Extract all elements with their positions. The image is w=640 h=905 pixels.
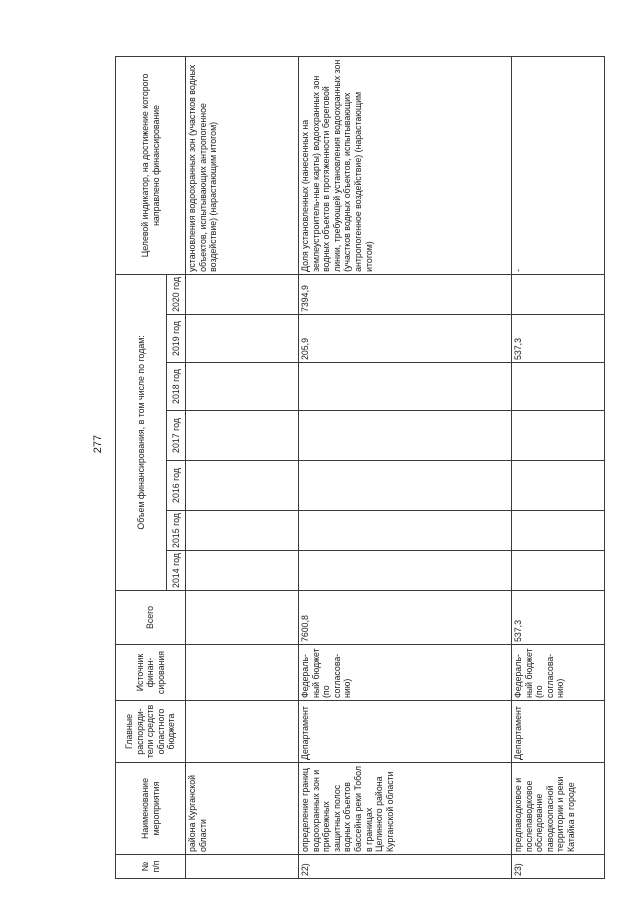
cell-year (512, 363, 605, 411)
cell-total: 7600,8 (299, 591, 512, 645)
cell-year (512, 461, 605, 511)
cell-year (299, 411, 512, 461)
cell-source: Федераль-ный бюджет (по согласова-нию) (299, 645, 512, 701)
cell-year: 537,3 (512, 315, 605, 363)
header-managers: Главные распоряди-тели средств областного бюджета (116, 701, 186, 763)
cell-indicator: Доля установленных (нанесенных на землеустроитель-ные карты) водоохранных зон водных объектов в протяженности береговой линии, требующей установления водоохранных зон (участков водных объектов, испытывающих антропогенное воздействие) (нарастающим итогом) (299, 56, 512, 274)
cell-year (186, 511, 299, 551)
header-num: № п/п (116, 855, 186, 879)
cell-year (186, 551, 299, 591)
header-year: 2020 год (167, 274, 186, 314)
cell-manager (186, 701, 299, 763)
cell-total (186, 591, 299, 645)
cell-year (186, 411, 299, 461)
table-row (186, 56, 299, 878)
table-row (512, 56, 605, 878)
cell-year (299, 363, 512, 411)
cell-num: 23) (512, 855, 605, 879)
header-source: Источник финан-сирования (116, 645, 186, 701)
header-indicator: Целевой индикатор, на достижение которого направлено финансирование (116, 56, 186, 274)
cell-year (186, 315, 299, 363)
cell-source: Федераль-ный бюджет (по согласова-нию) (512, 645, 605, 701)
cell-indicator: установления водоохранных зон (участков водных объектов, испытывающих антропогенное воздействие) (нарастающим итогом) (186, 56, 299, 274)
header-total: Всего (116, 591, 186, 645)
cell-year (186, 461, 299, 511)
header-year: 2019 год (167, 315, 186, 363)
cell-indicator: - (512, 56, 605, 274)
cell-name: района Курганской области (186, 763, 299, 855)
header-year: 2016 год (167, 461, 186, 511)
header-volume: Объем финансирования, в том числе по годам: (116, 274, 167, 590)
cell-num (186, 855, 299, 879)
header-name: Наименование мероприятия (116, 763, 186, 855)
header-year: 2018 год (167, 363, 186, 411)
cell-year: 205,9 (299, 315, 512, 363)
cell-manager: Департамент (512, 701, 605, 763)
cell-manager: Департамент (299, 701, 512, 763)
header-year: 2017 год (167, 411, 186, 461)
cell-year: 7394,9 (299, 274, 512, 314)
header-year: 2014 год (167, 551, 186, 591)
rotated-sheet (115, 57, 605, 879)
cell-year (512, 511, 605, 551)
cell-num: 22) (299, 855, 512, 879)
financing-table (115, 56, 605, 879)
cell-source (186, 645, 299, 701)
cell-total: 537,3 (512, 591, 605, 645)
cell-year (299, 511, 512, 551)
cell-name: определение границ водоохранных зон и прибрежных защитных полос водных объектов бассейна реки Тобол в границах Целинного района Курганской области (299, 763, 512, 855)
cell-year (512, 274, 605, 314)
header-year: 2015 год (167, 511, 186, 551)
cell-year (186, 274, 299, 314)
cell-year (299, 461, 512, 511)
cell-year (512, 551, 605, 591)
page-number: 277 (92, 434, 104, 454)
cell-name: предпаводковое и послепаводковое обследование паводкоопасной территории и реки Катайка в городе (512, 763, 605, 855)
cell-year (186, 363, 299, 411)
cell-year (299, 551, 512, 591)
table-row (299, 56, 512, 878)
cell-year (512, 411, 605, 461)
